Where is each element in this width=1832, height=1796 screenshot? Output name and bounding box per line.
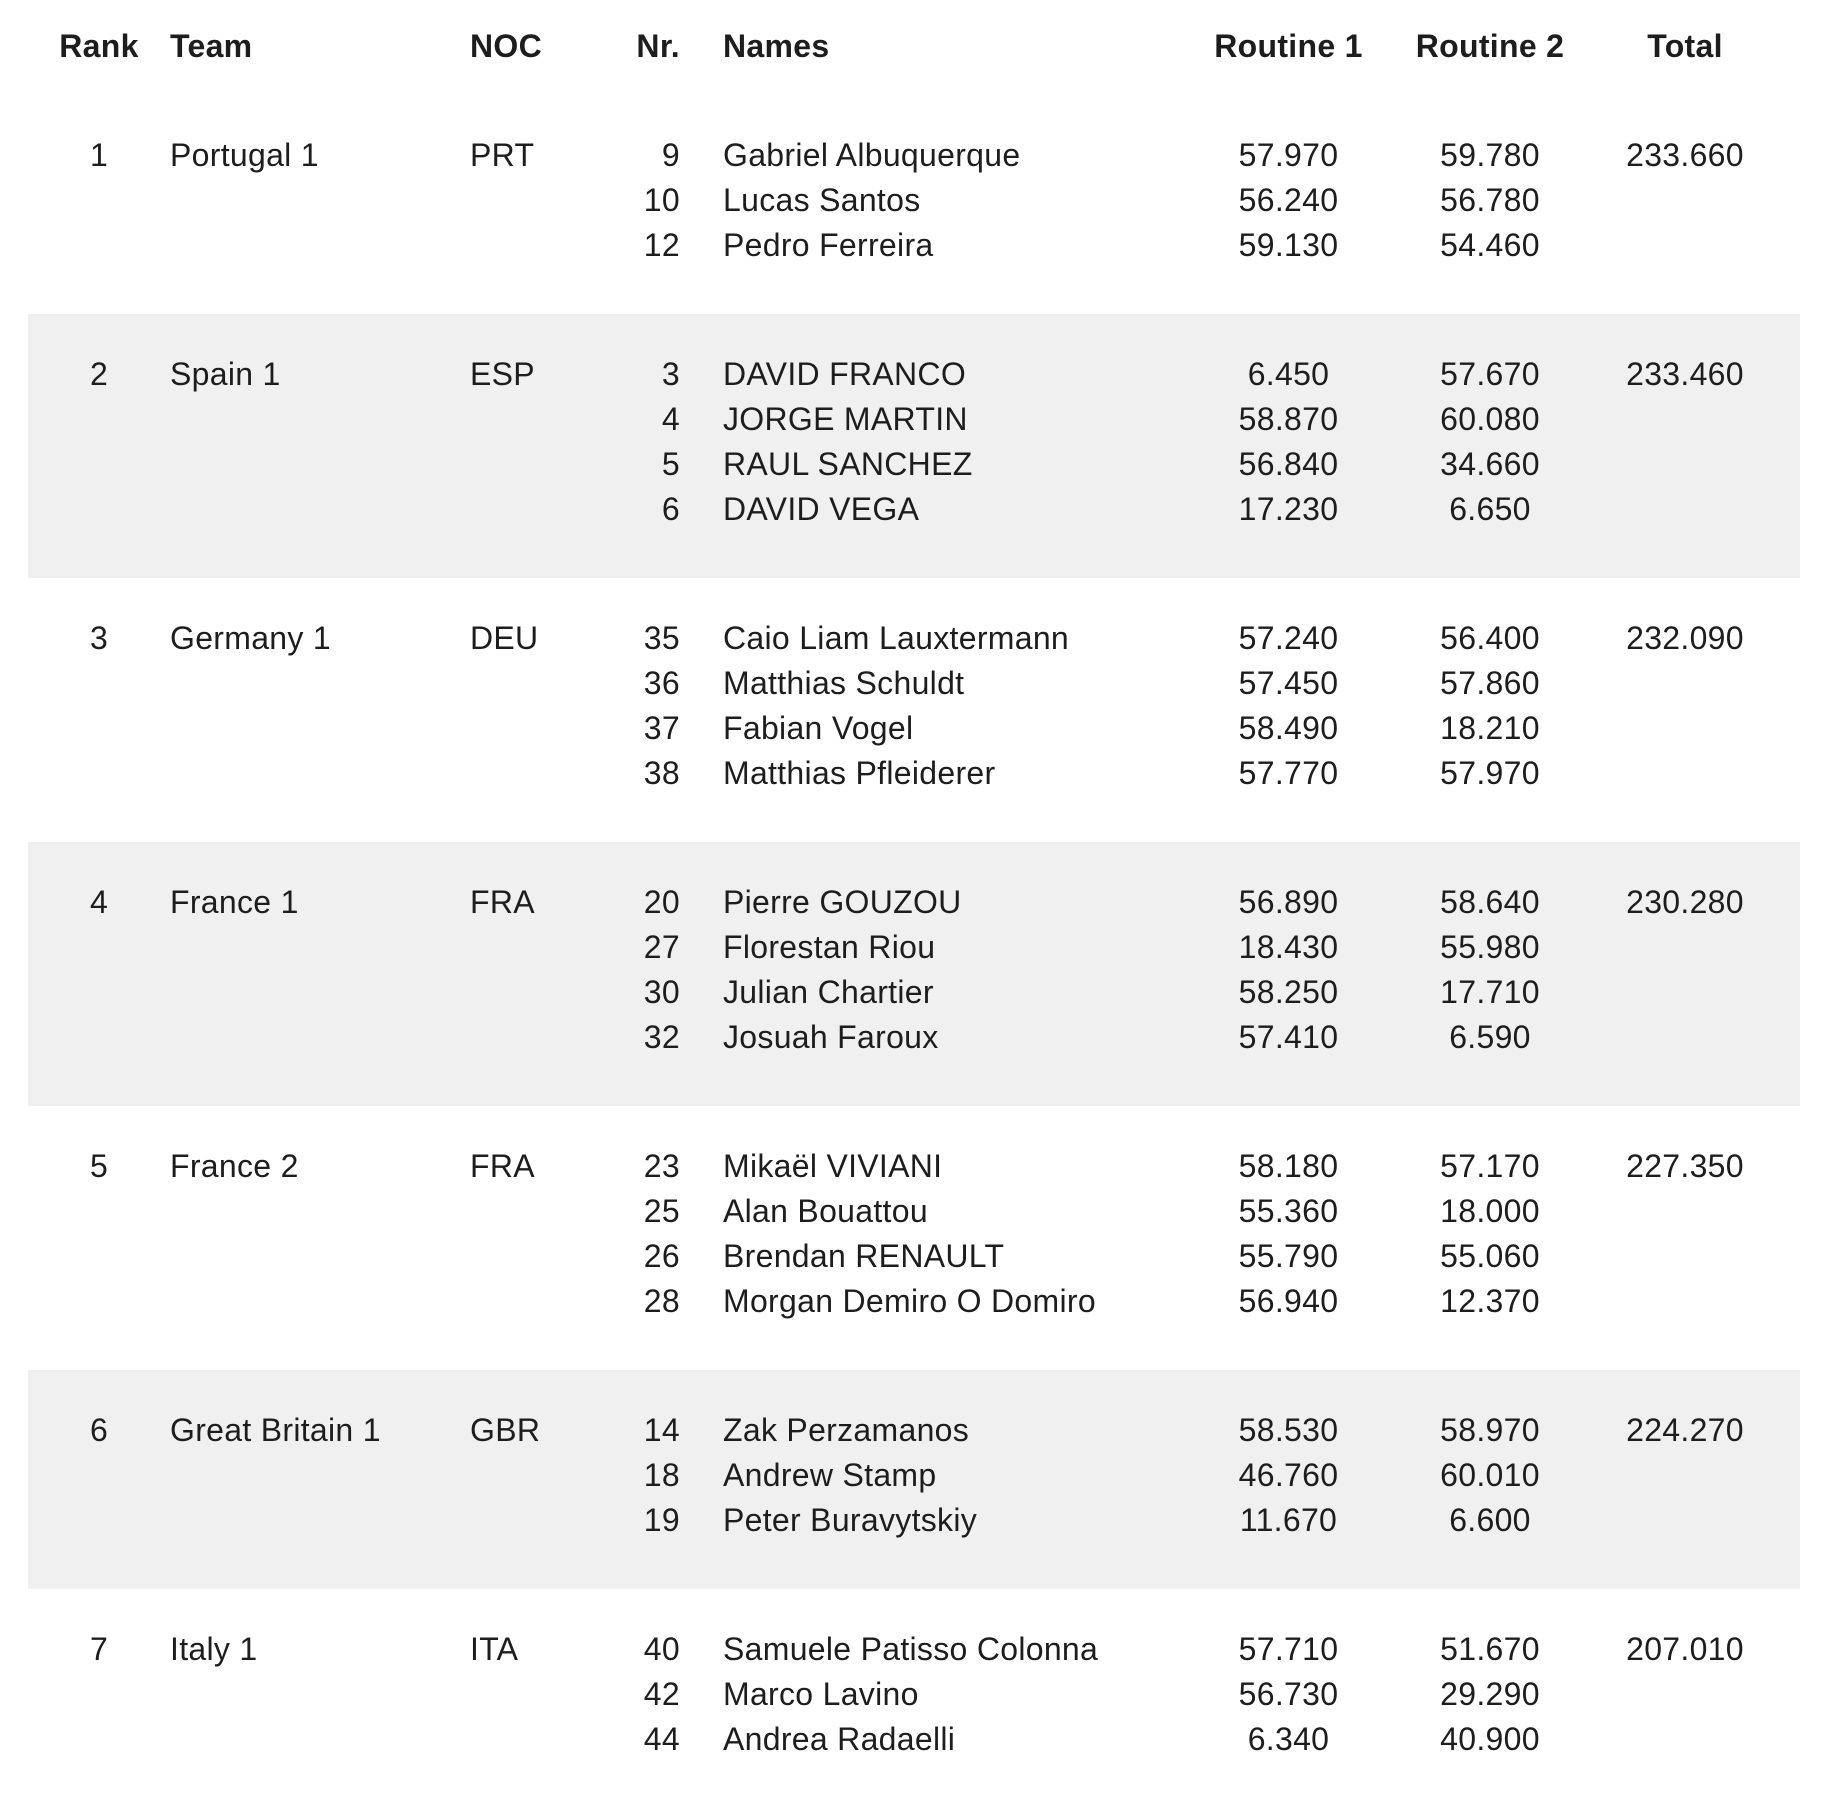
athlete-number-cell: 42: [643, 1676, 680, 1712]
athlete-number-cell: 30: [643, 974, 680, 1010]
team-row: [28, 1370, 1800, 1589]
noc-cell: GBR: [470, 1412, 541, 1448]
routine1-score-cell: 46.760: [1238, 1457, 1339, 1493]
total-score-cell: 230.280: [1626, 884, 1744, 920]
routine1-score-cell: 56.890: [1238, 884, 1339, 920]
routine2-score-cell: 58.640: [1440, 884, 1540, 920]
table-header-row: [28, 0, 1800, 95]
athlete-number-cell: 5: [661, 446, 680, 482]
routine1-score-cell: 58.250: [1238, 974, 1339, 1010]
routine2-score-cell: 51.670: [1440, 1631, 1540, 1667]
athlete-name-cell: Samuele Patisso Colonna: [723, 1631, 1099, 1667]
athlete-name-cell: Matthias Schuldt: [723, 665, 965, 701]
team-name-cell: France 2: [170, 1148, 299, 1184]
rank-cell: 3: [89, 620, 109, 656]
routine2-score-cell: 6.600: [1449, 1502, 1531, 1538]
routine1-score-cell: 58.870: [1238, 401, 1339, 437]
routine2-score-cell: 56.780: [1440, 182, 1540, 218]
athlete-name-cell: Mikaël VIVIANI: [723, 1148, 943, 1184]
athlete-name-cell: Alan Bouattou: [723, 1193, 928, 1229]
routine2-score-cell: 57.670: [1440, 356, 1540, 392]
column-header-team: Team: [170, 28, 253, 64]
total-score-cell: 207.010: [1626, 1631, 1744, 1667]
routine1-score-cell: 55.360: [1238, 1193, 1339, 1229]
athlete-name-cell: Pierre GOUZOU: [723, 884, 962, 920]
total-score-cell: 227.350: [1626, 1148, 1744, 1184]
total-score-cell: 233.660: [1626, 137, 1744, 173]
team-name-cell: Portugal 1: [170, 137, 319, 173]
column-header-routine1: Routine 1: [1214, 28, 1363, 64]
routine2-score-cell: 29.290: [1440, 1676, 1540, 1712]
routine2-score-cell: 60.080: [1440, 401, 1540, 437]
column-header-rank: Rank: [59, 28, 139, 64]
athlete-name-cell: Fabian Vogel: [723, 710, 914, 746]
routine2-score-cell: 18.000: [1440, 1193, 1540, 1229]
athlete-number-cell: 14: [643, 1412, 680, 1448]
athlete-number-cell: 32: [643, 1019, 680, 1055]
routine2-score-cell: 58.970: [1440, 1412, 1540, 1448]
athlete-number-cell: 28: [643, 1283, 680, 1319]
noc-cell: FRA: [470, 1148, 535, 1184]
noc-cell: FRA: [470, 884, 535, 920]
routine1-score-cell: 57.770: [1238, 755, 1339, 791]
athlete-name-cell: Matthias Pfleiderer: [723, 755, 996, 791]
rank-cell: 4: [89, 884, 109, 920]
athlete-name-cell: DAVID FRANCO: [723, 356, 967, 392]
routine2-score-cell: 40.900: [1440, 1721, 1540, 1757]
team-name-cell: Spain 1: [170, 356, 281, 392]
routine1-score-cell: 57.240: [1238, 620, 1339, 656]
athlete-number-cell: 23: [643, 1148, 680, 1184]
rank-cell: 2: [89, 356, 109, 392]
athlete-number-cell: 4: [661, 401, 680, 437]
noc-cell: PRT: [470, 137, 535, 173]
rank-cell: 7: [89, 1631, 109, 1667]
athlete-name-cell: Pedro Ferreira: [723, 227, 934, 263]
routine2-score-cell: 6.590: [1449, 1019, 1531, 1055]
athlete-number-cell: 35: [643, 620, 680, 656]
athlete-number-cell: 44: [643, 1721, 680, 1757]
routine1-score-cell: 57.710: [1238, 1631, 1339, 1667]
athlete-number-cell: 20: [643, 884, 680, 920]
athlete-number-cell: 40: [643, 1631, 680, 1667]
routine1-score-cell: 56.940: [1238, 1283, 1339, 1319]
athlete-name-cell: RAUL SANCHEZ: [723, 446, 973, 482]
routine1-score-cell: 58.490: [1238, 710, 1339, 746]
athlete-number-cell: 36: [643, 665, 680, 701]
team-row: [28, 314, 1800, 578]
athlete-number-cell: 37: [643, 710, 680, 746]
athlete-number-cell: 10: [643, 182, 680, 218]
team-row: [28, 578, 1800, 842]
routine2-score-cell: 57.860: [1440, 665, 1540, 701]
rank-cell: 5: [89, 1148, 109, 1184]
athlete-name-cell: Gabriel Albuquerque: [723, 137, 1021, 173]
total-score-cell: 233.460: [1626, 356, 1744, 392]
noc-cell: DEU: [470, 620, 539, 656]
routine1-score-cell: 58.180: [1238, 1148, 1339, 1184]
routine2-score-cell: 54.460: [1440, 227, 1540, 263]
athlete-name-cell: Josuah Faroux: [723, 1019, 939, 1055]
routine2-score-cell: 57.170: [1440, 1148, 1540, 1184]
athlete-name-cell: Marco Lavino: [723, 1676, 919, 1712]
table-body: [0, 95, 1832, 1796]
routine2-score-cell: 17.710: [1440, 974, 1540, 1010]
athlete-number-cell: 9: [661, 137, 680, 173]
athlete-number-cell: 26: [643, 1238, 680, 1274]
team-name-cell: Italy 1: [170, 1631, 258, 1667]
routine1-score-cell: 6.450: [1247, 356, 1330, 392]
total-score-cell: 232.090: [1626, 620, 1744, 656]
column-header-total: Total: [1647, 28, 1723, 64]
athlete-name-cell: Andrew Stamp: [723, 1457, 937, 1493]
routine1-score-cell: 18.430: [1238, 929, 1339, 965]
athlete-number-cell: 3: [661, 356, 680, 392]
athlete-name-cell: Morgan Demiro O Domiro: [723, 1283, 1096, 1319]
routine1-score-cell: 6.340: [1247, 1721, 1330, 1757]
routine1-score-cell: 57.450: [1238, 665, 1339, 701]
team-row: [28, 842, 1800, 1106]
routine2-score-cell: 34.660: [1440, 446, 1540, 482]
athlete-number-cell: 25: [643, 1193, 680, 1229]
routine1-score-cell: 55.790: [1238, 1238, 1339, 1274]
total-score-cell: 224.270: [1626, 1412, 1744, 1448]
team-name-cell: Germany 1: [170, 620, 331, 656]
athlete-number-cell: 12: [643, 227, 680, 263]
column-header-names: Names: [723, 28, 830, 64]
team-row: [28, 1589, 1800, 1796]
routine2-score-cell: 57.970: [1440, 755, 1540, 791]
routine1-score-cell: 57.970: [1238, 137, 1339, 173]
athlete-name-cell: DAVID VEGA: [723, 491, 920, 527]
routine2-score-cell: 18.210: [1440, 710, 1540, 746]
routine1-score-cell: 17.230: [1238, 491, 1339, 527]
routine2-score-cell: 60.010: [1440, 1457, 1540, 1493]
rank-cell: 6: [89, 1412, 109, 1448]
team-row: [28, 1106, 1800, 1370]
column-header-nr: Nr.: [636, 28, 680, 64]
athlete-name-cell: Andrea Radaelli: [723, 1721, 956, 1757]
routine1-score-cell: 58.530: [1238, 1412, 1339, 1448]
athlete-number-cell: 6: [661, 491, 680, 527]
routine1-score-cell: 56.840: [1238, 446, 1339, 482]
column-header-noc: NOC: [470, 28, 543, 64]
team-name-cell: France 1: [170, 884, 299, 920]
athlete-name-cell: JORGE MARTIN: [723, 401, 968, 437]
routine1-score-cell: 11.670: [1239, 1502, 1338, 1538]
athlete-name-cell: Caio Liam Lauxtermann: [723, 620, 1070, 656]
routine2-score-cell: 59.780: [1440, 137, 1540, 173]
routine1-score-cell: 57.410: [1238, 1019, 1339, 1055]
routine2-score-cell: 12.370: [1440, 1283, 1540, 1319]
athlete-name-cell: Florestan Riou: [723, 929, 936, 965]
athlete-number-cell: 38: [643, 755, 680, 791]
routine1-score-cell: 56.730: [1238, 1676, 1339, 1712]
athlete-number-cell: 18: [643, 1457, 680, 1493]
athlete-name-cell: Brendan RENAULT: [723, 1238, 1005, 1274]
rank-cell: 1: [89, 137, 109, 173]
noc-cell: ESP: [470, 356, 535, 392]
routine1-score-cell: 59.130: [1238, 227, 1339, 263]
team-name-cell: Great Britain 1: [170, 1412, 381, 1448]
routine2-score-cell: 56.400: [1440, 620, 1540, 656]
routine1-score-cell: 56.240: [1238, 182, 1339, 218]
athlete-number-cell: 27: [643, 929, 680, 965]
noc-cell: ITA: [470, 1631, 519, 1667]
athlete-name-cell: Peter Buravytskiy: [723, 1502, 978, 1538]
column-header-routine2: Routine 2: [1415, 28, 1565, 64]
athlete-name-cell: Julian Chartier: [723, 974, 934, 1010]
routine2-score-cell: 55.060: [1440, 1238, 1540, 1274]
athlete-name-cell: Zak Perzamanos: [723, 1412, 970, 1448]
athlete-name-cell: Lucas Santos: [723, 182, 921, 218]
routine2-score-cell: 55.980: [1440, 929, 1540, 965]
athlete-number-cell: 19: [643, 1502, 680, 1538]
team-row: [28, 95, 1800, 314]
routine2-score-cell: 6.650: [1449, 491, 1531, 527]
